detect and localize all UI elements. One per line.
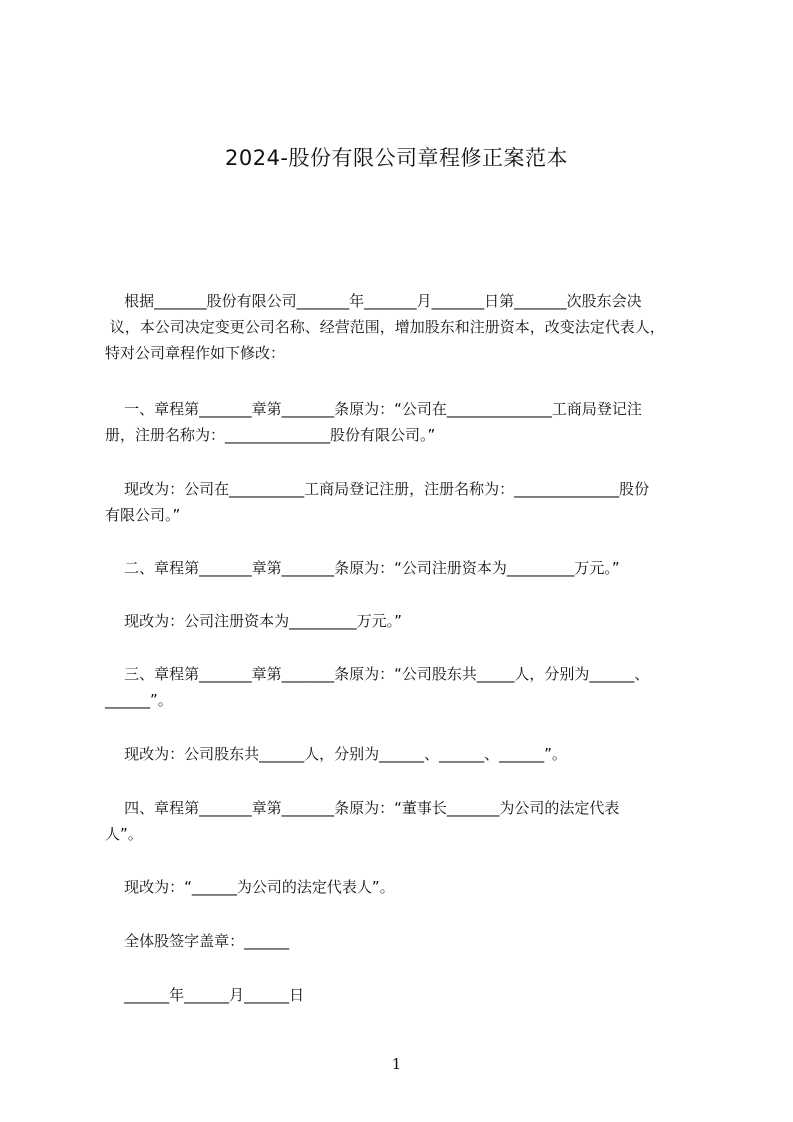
paragraph-intro bbox=[105, 288, 705, 366]
text-line: 特对公司章程作如下修改： bbox=[105, 344, 286, 362]
text-line: 四、章程第_______章第_______条原为：“董事长_______为公司的法定代表 bbox=[105, 799, 620, 817]
text-line: 现改为：公司股东共______人，分别为______、______、______”。 bbox=[105, 745, 567, 763]
paragraph-article-4-amended bbox=[105, 874, 705, 900]
paragraph-article-1-original bbox=[105, 396, 705, 448]
text-line: 人”。 bbox=[105, 825, 143, 843]
paragraph-article-2-original bbox=[105, 555, 705, 581]
page-number: 1 bbox=[391, 1055, 402, 1073]
text-line: 三、章程第_______章第_______条原为：“公司股东共_____人，分别为______、 bbox=[105, 665, 650, 683]
text-line: 有限公司。” bbox=[105, 506, 181, 524]
text-line: 现改为：公司在__________工商局登记注册，注册名称为：______________股份 bbox=[105, 480, 650, 498]
text-line: ______年______月______日 bbox=[105, 986, 305, 1004]
paragraph-article-3-original bbox=[105, 661, 705, 713]
paragraph-article-3-amended bbox=[105, 741, 705, 767]
text-line: 现改为：“______为公司的法定代表人”。 bbox=[105, 878, 395, 896]
text-line: 现改为：公司注册资本为_________万元。” bbox=[105, 612, 402, 630]
document-title: 2024-股份有限公司章程修正案范本 bbox=[224, 146, 569, 170]
paragraph-article-1-amended bbox=[105, 476, 705, 528]
text-line: 二、章程第_______章第_______条原为：“公司注册资本为_________万元。” bbox=[105, 559, 620, 577]
text-line: 根据_______股份有限公司_______年_______月_______日第_______次股东会决 bbox=[105, 292, 642, 310]
paragraph-article-4-original bbox=[105, 795, 705, 847]
text-line: ______”。 bbox=[105, 691, 173, 709]
paragraph-article-2-amended bbox=[105, 608, 705, 634]
signature-line bbox=[105, 928, 705, 954]
text-line: 议，本公司决定变更公司名称、经营范围，增加股东和注册资本，改变法定代表人， bbox=[105, 318, 665, 336]
text-line: 一、章程第_______章第_______条原为：“公司在______________工商局登记注 bbox=[105, 400, 642, 418]
date-line bbox=[105, 982, 705, 1008]
text-line: 全体股签字盖章：______ bbox=[105, 932, 290, 950]
text-line: 册，注册名称为：______________股份有限公司。” bbox=[105, 426, 436, 444]
